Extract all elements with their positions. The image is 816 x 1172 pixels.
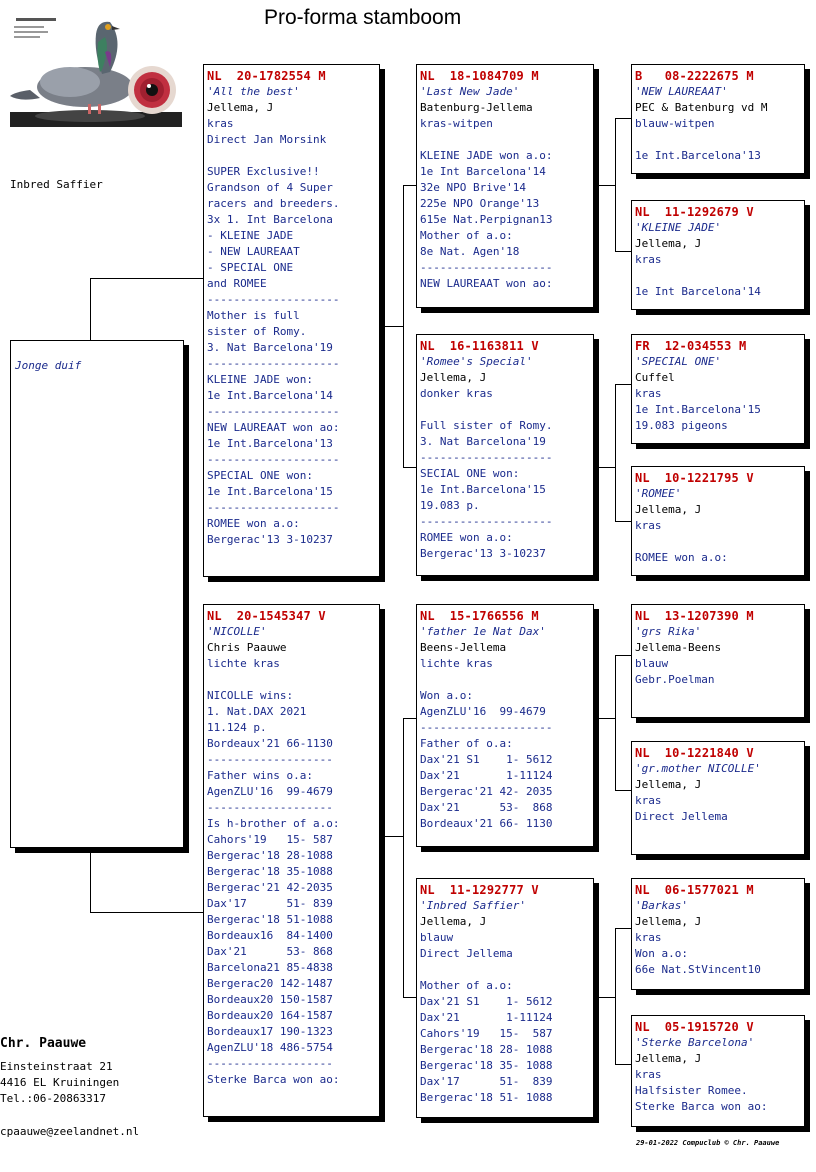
- pedigree-line: Mother is full: [207, 309, 300, 322]
- pedigree-line: --------------------: [420, 261, 553, 274]
- pedigree-line: Sterke Barca won ao:: [207, 1073, 340, 1086]
- pedigree-line: Sterke Barca won ao:: [635, 1100, 768, 1113]
- connector: [594, 718, 616, 719]
- pedigree-line: AgenZLU'18 486-5754: [207, 1041, 333, 1054]
- connector: [403, 997, 417, 998]
- breeder-street: Einsteinstraat 21: [0, 1060, 113, 1073]
- pedigree-line: Dax'21 S1 1- 5612: [420, 753, 553, 766]
- pedigree-line: [420, 132, 589, 148]
- pigeon-owner: Chris Paauwe: [207, 641, 287, 654]
- pedigree-line: Bordeaux16 84-1400: [207, 929, 333, 942]
- pedigree-line: Direct Jan Morsink: [207, 133, 327, 146]
- pedigree-line: 19.083 pigeons: [635, 419, 728, 432]
- pedigree-line: [635, 132, 800, 148]
- ring-number: NL 13-1207390 M: [635, 609, 754, 623]
- pedigree-line: 1e Int.Barcelona'13: [207, 437, 333, 450]
- pedigree-card-sire: [203, 64, 380, 577]
- pedigree-line: NEW LAUREAAT won ao:: [420, 277, 553, 290]
- pedigree-card-sire-dam: [416, 334, 594, 576]
- connector: [615, 1064, 632, 1065]
- pedigree-line: Dax'21 53- 868: [420, 801, 553, 814]
- pedigree-line: [420, 962, 589, 978]
- pedigree-card-ds-sire: [631, 604, 805, 718]
- pedigree-line: Bergerac'18 28-1088: [207, 849, 333, 862]
- connector: [380, 836, 404, 837]
- pedigree-line: -------------------: [207, 1057, 333, 1070]
- pedigree-line: 1e Int.Barcelona'15: [635, 403, 761, 416]
- ring-number: NL 18-1084709 M: [420, 69, 539, 83]
- pedigree-card-ss-sire: [631, 64, 805, 174]
- pedigree-line: Won a.o:: [635, 947, 688, 960]
- connector: [615, 655, 632, 656]
- pedigree-line: --------------------: [207, 357, 340, 370]
- pigeon-name: 'All the best': [207, 85, 300, 98]
- pedigree-line: Bordeaux'21 66- 1130: [420, 817, 553, 830]
- pigeon-logo-image: [10, 12, 182, 127]
- pedigree-line: ROMEE won a.o:: [207, 517, 300, 530]
- breeder-name: Chr. Paauwe: [0, 1036, 87, 1051]
- ring-number: NL 10-1221795 V: [635, 471, 754, 485]
- pedigree-line: kras: [635, 1068, 662, 1081]
- pedigree-line: --------------------: [207, 453, 340, 466]
- pedigree-line: Dax'17 51- 839: [207, 897, 333, 910]
- pedigree-line: Won a.o:: [420, 689, 473, 702]
- pedigree-line: Is h-brother of a.o:: [207, 817, 340, 830]
- pedigree-line: Mother of a.o:: [420, 229, 513, 242]
- pedigree-line: Bergerac'18 28- 1088: [420, 1043, 553, 1056]
- connector: [594, 185, 616, 186]
- pedigree-line: kras: [635, 387, 662, 400]
- pedigree-line: blauw-witpen: [635, 117, 715, 130]
- pedigree-line: SPECIAL ONE won:: [207, 469, 313, 482]
- page-title: Pro-forma stamboom: [264, 6, 462, 29]
- pedigree-card-dd-sire: [631, 878, 805, 990]
- pedigree-line: kras: [207, 117, 234, 130]
- pedigree-line: kras: [635, 253, 662, 266]
- ring-number: NL 11-1292679 V: [635, 205, 754, 219]
- pigeon-name: 'SPECIAL ONE': [635, 355, 722, 368]
- connector: [615, 118, 632, 119]
- pedigree-line: 3. Nat Barcelona'19: [420, 435, 546, 448]
- pedigree-line: -------------------: [207, 801, 333, 814]
- pigeon-name: 'Inbred Saffier': [420, 899, 526, 912]
- pedigree-line: Bordeaux20 164-1587: [207, 1009, 333, 1022]
- pedigree-line: Bergerac'21 42- 2035: [420, 785, 553, 798]
- pedigree-line: 3x 1. Int Barcelona: [207, 213, 333, 226]
- pedigree-line: Grandson of 4 Super: [207, 181, 333, 194]
- pedigree-line: lichte kras: [420, 657, 493, 670]
- pedigree-line: Father of o.a:: [420, 737, 513, 750]
- pigeon-owner: Jellema, J: [420, 915, 487, 928]
- pedigree-line: - NEW LAUREAAT: [207, 245, 300, 258]
- connector: [615, 928, 632, 929]
- pigeon-owner: Jellema-Beens: [635, 641, 722, 654]
- pedigree-line: Halfsister Romee.: [635, 1084, 748, 1097]
- pedigree-line: blauw: [420, 931, 454, 944]
- pedigree-line: --------------------: [420, 721, 553, 734]
- pedigree-line: 19.083 p.: [420, 499, 480, 512]
- pedigree-line: Bergerac'13 3-10237: [420, 547, 546, 560]
- connector: [90, 278, 91, 340]
- pedigree-line: [420, 402, 589, 418]
- pedigree-line: 1. Nat.DAX 2021: [207, 705, 307, 718]
- pedigree-line: NEW LAUREAAT won ao:: [207, 421, 340, 434]
- pedigree-line: SECIAL ONE won:: [420, 467, 520, 480]
- pigeon-name: 'ROMEE': [635, 487, 682, 500]
- pigeon-owner: Jellema, J: [420, 371, 487, 384]
- subject-card: [10, 340, 184, 848]
- ring-number: NL 15-1766556 M: [420, 609, 539, 623]
- pedigree-card-ds-dam: [631, 741, 805, 855]
- connector: [615, 655, 616, 791]
- connector: [615, 521, 632, 522]
- pedigree-line: AgenZLU'16 99-4679: [207, 785, 333, 798]
- pedigree-line: 66e Nat.StVincent10: [635, 963, 761, 976]
- pedigree-card-dam-dam: [416, 878, 594, 1118]
- pedigree-line: Bordeaux17 190-1323: [207, 1025, 333, 1038]
- pedigree-line: --------------------: [207, 293, 340, 306]
- pigeon-owner: Jellema, J: [635, 503, 702, 516]
- subject-name: Jonge duif: [15, 359, 82, 372]
- pedigree-line: donker kras: [420, 387, 493, 400]
- pedigree-line: and ROMEE: [207, 277, 267, 290]
- pedigree-line: Bergerac'21 42-2035: [207, 881, 333, 894]
- pedigree-line: Barcelona21 85-4838: [207, 961, 333, 974]
- connector: [615, 928, 616, 1065]
- breeder-email: cpaauwe@zeelandnet.nl: [0, 1125, 140, 1138]
- pedigree-line: racers and breeders.: [207, 197, 340, 210]
- pedigree-line: Dax'21 1-11124: [420, 769, 553, 782]
- pedigree-line: lichte kras: [207, 657, 280, 670]
- breeder-city: 4416 EL Kruiningen: [0, 1076, 120, 1089]
- pedigree-line: [207, 148, 375, 164]
- pedigree-line: Bordeaux20 150-1587: [207, 993, 333, 1006]
- pedigree-line: ROMEE won a.o:: [420, 531, 513, 544]
- pedigree-line: Dax'17 51- 839: [420, 1075, 553, 1088]
- ring-number: NL 20-1545347 V: [207, 609, 326, 623]
- pedigree-line: 3. Nat Barcelona'19: [207, 341, 333, 354]
- pedigree-line: Gebr.Poelman: [635, 673, 715, 686]
- connector: [90, 852, 91, 912]
- pedigree-card-dam: [203, 604, 380, 1117]
- pedigree-line: --------------------: [420, 451, 553, 464]
- pedigree-line: Cahors'19 15- 587: [207, 833, 333, 846]
- pedigree-line: Bergerac'18 35- 1088: [420, 1059, 553, 1072]
- connector: [403, 467, 417, 468]
- connector: [594, 467, 616, 468]
- pedigree-line: Direct Jellema: [420, 947, 513, 960]
- connector: [615, 384, 616, 522]
- pigeon-name: 'father 1e Nat Dax': [420, 625, 546, 638]
- pigeon-owner: Batenburg-Jellema: [420, 101, 533, 114]
- connector: [615, 790, 632, 791]
- pedigree-line: --------------------: [420, 515, 553, 528]
- breeder-phone: Tel.:06-20863317: [0, 1092, 106, 1105]
- pedigree-line: 11.124 p.: [207, 721, 267, 734]
- pedigree-line: AgenZLU'16 99-4679: [420, 705, 546, 718]
- pedigree-line: [635, 268, 800, 284]
- pedigree-line: 1e Int.Barcelona'15: [207, 485, 333, 498]
- pedigree-line: Bergerac'13 3-10237: [207, 533, 333, 546]
- pedigree-line: 225e NPO Orange'13: [420, 197, 540, 210]
- connector: [615, 118, 616, 252]
- pedigree-line: Mother of a.o:: [420, 979, 513, 992]
- subject-note: Inbred Saffier: [10, 178, 103, 191]
- ring-number: NL 05-1915720 V: [635, 1020, 754, 1034]
- pedigree-line: 1e Int Barcelona'14: [420, 165, 546, 178]
- pedigree-card-dd-dam: [631, 1015, 805, 1127]
- pedigree-line: kras-witpen: [420, 117, 493, 130]
- connector: [594, 997, 616, 998]
- pedigree-line: Direct Jellema: [635, 810, 728, 823]
- pedigree-card-ss-dam: [631, 200, 805, 310]
- connector: [90, 278, 204, 279]
- pedigree-line: KLEINE JADE won:: [207, 373, 313, 386]
- pedigree-line: Bordeaux'21 66-1130: [207, 737, 333, 750]
- connector: [403, 718, 417, 719]
- pedigree-line: KLEINE JADE won a.o:: [420, 149, 553, 162]
- pedigree-line: 8e Nat. Agen'18: [420, 245, 520, 258]
- pedigree-line: - SPECIAL ONE: [207, 261, 294, 274]
- pigeon-name: 'NEW LAUREAAT': [635, 85, 728, 98]
- pedigree-line: kras: [635, 794, 662, 807]
- pedigree-line: Bergerac'18 51- 1088: [420, 1091, 553, 1104]
- ring-number: NL 11-1292777 V: [420, 883, 539, 897]
- pedigree-line: kras: [635, 931, 662, 944]
- pedigree-line: 32e NPO Brive'14: [420, 181, 526, 194]
- pedigree-line: blauw: [635, 657, 669, 670]
- pedigree-line: ROMEE won a.o:: [635, 551, 728, 564]
- pigeon-name: 'Romee's Special': [420, 355, 533, 368]
- pedigree-line: [420, 672, 589, 688]
- pigeon-owner: PEC & Batenburg vd M: [635, 101, 768, 114]
- pedigree-line: 615e Nat.Perpignan13: [420, 213, 553, 226]
- pedigree-line: NICOLLE wins:: [207, 689, 294, 702]
- pedigree-card-sire-sire: [416, 64, 594, 308]
- pedigree-line: -------------------: [207, 753, 333, 766]
- pigeon-owner: Jellema, J: [635, 915, 702, 928]
- pedigree-line: Dax'21 1-11124: [420, 1011, 553, 1024]
- ring-number: NL 16-1163811 V: [420, 339, 539, 353]
- ring-number: B 08-2222675 M: [635, 69, 754, 83]
- pedigree-line: - KLEINE JADE: [207, 229, 294, 242]
- pigeon-owner: Jellema, J: [635, 237, 702, 250]
- pedigree-line: Father wins o.a:: [207, 769, 313, 782]
- pedigree-line: --------------------: [207, 501, 340, 514]
- pedigree-line: kras: [635, 519, 662, 532]
- pigeon-name: 'gr.mother NICOLLE': [635, 762, 761, 775]
- pigeon-owner: Beens-Jellema: [420, 641, 507, 654]
- ring-number: NL 10-1221840 V: [635, 746, 754, 760]
- pedigree-line: 1e Int.Barcelona'14: [207, 389, 333, 402]
- pedigree-line: Dax'21 S1 1- 5612: [420, 995, 553, 1008]
- connector: [90, 912, 204, 913]
- pigeon-owner: Jellema, J: [635, 778, 702, 791]
- connector: [380, 326, 404, 327]
- pigeon-name: 'grs Rika': [635, 625, 702, 638]
- pigeon-owner: Cuffel: [635, 371, 675, 384]
- pigeon-name: 'Last New Jade': [420, 85, 520, 98]
- pedigree-card-sd-dam: [631, 466, 805, 576]
- pedigree-line: [635, 534, 800, 550]
- ring-number: NL 20-1782554 M: [207, 69, 326, 83]
- pigeon-name: 'KLEINE JADE': [635, 221, 722, 234]
- connector: [403, 718, 404, 998]
- pedigree-line: 1e Int.Barcelona'13: [635, 149, 761, 162]
- print-stamp: 29-01-2022 Compuclub © Chr. Paauwe: [636, 1139, 780, 1147]
- connector: [615, 384, 632, 385]
- pedigree-card-sd-sire: [631, 334, 805, 444]
- pedigree-line: Bergerac20 142-1487: [207, 977, 333, 990]
- pedigree-line: Cahors'19 15- 587: [420, 1027, 553, 1040]
- pedigree-line: sister of Romy.: [207, 325, 307, 338]
- pigeon-owner: Jellema, J: [207, 101, 274, 114]
- pigeon-owner: Jellema, J: [635, 1052, 702, 1065]
- connector: [615, 251, 632, 252]
- pedigree-line: Bergerac'18 51-1088: [207, 913, 333, 926]
- pedigree-card-dam-sire: [416, 604, 594, 847]
- connector: [403, 185, 404, 468]
- pedigree-line: Dax'21 53- 868: [207, 945, 333, 958]
- pedigree-line: Full sister of Romy.: [420, 419, 553, 432]
- pedigree-line: 1e Int Barcelona'14: [635, 285, 761, 298]
- pigeon-name: 'Sterke Barcelona': [635, 1036, 755, 1049]
- pedigree-line: Bergerac'18 35-1088: [207, 865, 333, 878]
- connector: [403, 185, 417, 186]
- pigeon-name: 'Barkas': [635, 899, 688, 912]
- ring-number: FR 12-034553 M: [635, 339, 747, 353]
- pigeon-name: 'NICOLLE': [207, 625, 267, 638]
- pedigree-line: SUPER Exclusive!!: [207, 165, 320, 178]
- pedigree-line: --------------------: [207, 405, 340, 418]
- ring-number: NL 06-1577021 M: [635, 883, 754, 897]
- pedigree-line: 1e Int.Barcelona'15: [420, 483, 546, 496]
- pedigree-line: [207, 672, 375, 688]
